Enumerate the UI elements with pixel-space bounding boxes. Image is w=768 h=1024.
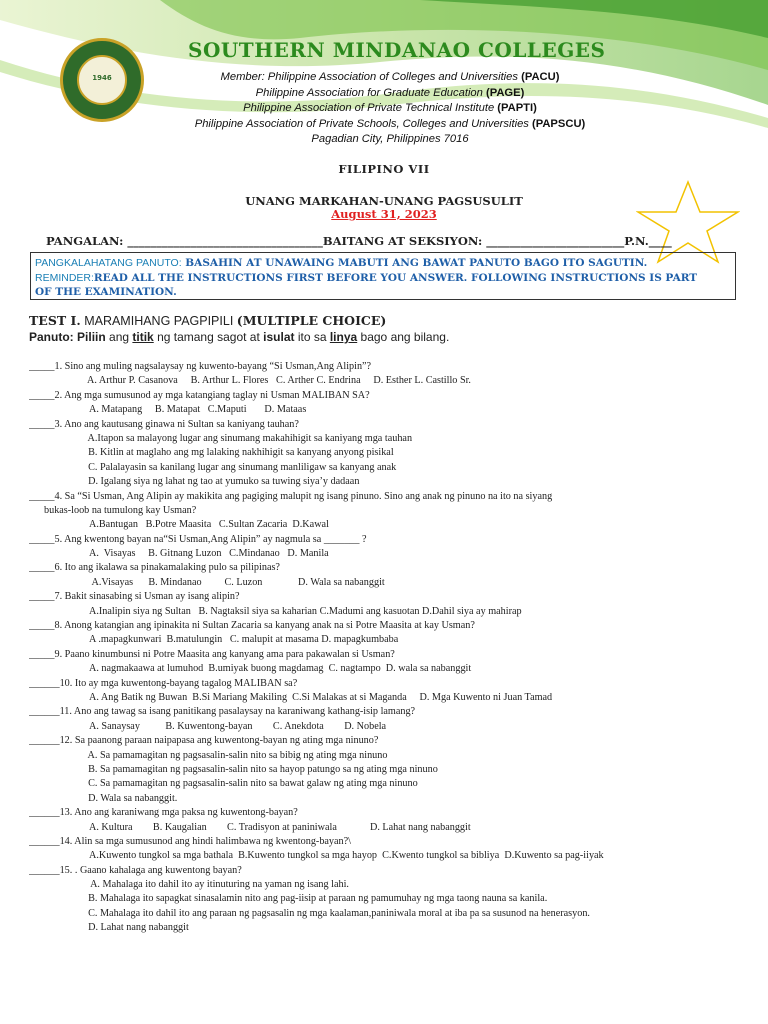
answer-choices: A.Bantugan B.Potre Maasita C.Sultan Zacaria D.Kawal xyxy=(87,519,329,531)
answer-choices: B. Kitlin at maglaho ang mg lalaking nakhihigit sa kanyang anyong pisikal xyxy=(83,447,394,459)
answer-choices: A. Visayas B. Gitnang Luzon C.Mindanao D. Manila xyxy=(87,548,329,560)
college-address: Pagadian City, Philippines 7016 xyxy=(311,133,469,146)
seal-year: 1946 xyxy=(92,74,112,82)
membership-block xyxy=(150,70,630,148)
answer-choices: bukas-loob na tumulong kay Usman? xyxy=(44,504,197,516)
answer-choices: A. Kultura B. Kaugalian C. Tradisyon at paniniwala D. Lahat nang nabanggit xyxy=(87,821,471,833)
answer-choices: A. Sanaysay B. Kuwentong-bayan C. Anekdota D. Nobela xyxy=(87,720,387,732)
answer-choices: D. Igalang siya ng lahat ng tao at yumuko sa tuwing siya’y dadaan xyxy=(83,476,360,488)
instructions-line-1: PANGKALAHATANG PANUTO: BASAHIN AT UNAWAING MABUTI ANG BAWAT PANUTO BAGO ITO SAGUTIN. xyxy=(35,257,648,269)
answer-choices: A.Visayas B. Mindanao C. Luzon D. Wala sa nabanggit xyxy=(87,576,385,588)
exam-title: UNANG MARKAHAN-UNANG PAGSUSULIT xyxy=(245,194,523,208)
answer-choices: C. Sa pamamagitan ng pagsasalin-salin nito sa bawat galaw ng ating mga ninuno xyxy=(83,778,418,790)
answer-choices: A. Matapang B. Matapat C.Maputi D. Mataas xyxy=(87,404,307,416)
college-name: SOUTHERN MINDANAO COLLEGES xyxy=(188,38,606,62)
question-item[interactable]: _____8. Anong katangian ang ipinakita ni Sultan Zacaria sa kanyang anak na si Potre Maasita at kay Usman? xyxy=(29,620,475,632)
question-item[interactable]: ______14. Alin sa mga sumusunod ang hindi halimbawa ng kwentong-bayan?\ xyxy=(29,835,351,847)
question-item[interactable]: ______13. Ano ang karaniwang mga paksa ng kuwentong-bayan? xyxy=(29,807,298,819)
name-grade-section-line[interactable]: PANGALAN: __________________________________BAITANG AT SEKSIYON: ________________________P.N.____ xyxy=(46,234,672,248)
question-item[interactable]: _____5. Ang kwentong bayan na“Si Usman,Ang Alipin” ay nagmula sa _______ ? xyxy=(29,533,367,545)
answer-choices: D. Wala sa nabanggit. xyxy=(83,792,178,804)
test-directions: Panuto: Piliin ang titik ng tamang sagot at isulat ito sa linya bago ang bilang. xyxy=(29,330,450,344)
member-line-2: Philippine Association for Graduate Education (PAGE) xyxy=(255,86,525,99)
answer-choices: A. Arthur P. Casanova B. Arthur L. Flores C. Arther C. Endrina D. Esther L. Castillo Sr. xyxy=(87,375,471,387)
seal-center xyxy=(77,55,127,105)
subject-title: FILIPINO VII xyxy=(338,162,430,176)
college-seal-logo xyxy=(60,38,144,122)
exam-date: August 31, 2023 xyxy=(331,207,437,221)
member-line-4: Philippine Association of Private Schools, Colleges and Universities (PAPSCU) xyxy=(194,117,586,130)
question-item[interactable]: _____2. Ang mga sumusunod ay mga katangiang taglay ni Usman MALIBAN SA? xyxy=(29,389,370,401)
question-item[interactable]: _____4. Sa “Si Usman, Ang Alipin ay makikita ang pagiging malupit ng isang pinuno. Sino ang anak ng pinuno na ito na siyang xyxy=(29,490,553,502)
answer-choices: A.Itapon sa malayong lugar ang sinumang makahihigit sa kaniyang mga tauhan xyxy=(83,432,413,444)
answer-choices: D. Lahat nang nabanggit xyxy=(83,922,189,934)
answer-choices: A. Sa pamamagitan ng pagsasalin-salin nito sa bibig ng ating mga ninuno xyxy=(83,749,388,761)
question-item[interactable]: ______11. Ano ang tawag sa isang panitikang pasalaysay na karaniwang kathang-isip lamang? xyxy=(29,706,416,718)
question-item[interactable]: _____7. Bakit sinasabing si Usman ay isang alipin? xyxy=(29,591,240,603)
answer-choices: B. Mahalaga ito sapagkat sinasalamin nito ang pag-iisip at paraan ng pamumuhay ng mga taong nauna sa kanila. xyxy=(83,893,548,905)
answer-choices: A.Kuwento tungkol sa mga bathala B.Kuwento tungkol sa mga hayop C.Kwento tungkol sa bibliya D.Kuwento sa pag-iiyak xyxy=(87,850,604,862)
question-item[interactable]: _____1. Sino ang muling nagsalaysay ng kuwento-bayang “Si Usman,Ang Alipin”? xyxy=(29,361,372,372)
question-item[interactable]: ______12. Sa paanong paraan naipapasa ang kuwentong-bayan ng ating mga ninuno? xyxy=(29,735,379,747)
answer-choices: A. Ang Batik ng Buwan B.Si Mariang Makiling C.Si Malakas at si Maganda D. Mga Kuwento ni Juan Tamad xyxy=(87,691,553,703)
test-heading: TEST I. MARAMIHANG PAGPIPILI (MULTIPLE CHOICE) xyxy=(29,313,387,328)
instructions-line-3: OF THE EXAMINATION. xyxy=(35,286,177,298)
answer-choices: A. Mahalaga ito dahil ito ay itinuturing na yaman ng isang lahi. xyxy=(83,879,349,891)
instructions-line-2: REMINDER:READ ALL THE INSTRUCTIONS FIRST BEFORE YOU ANSWER. FOLLOWING INSTRUCTIONS IS PART xyxy=(35,271,698,284)
question-item[interactable]: ______15. . Gaano kahalaga ang kuwentong bayan? xyxy=(29,864,242,876)
answer-choices: C. Mahalaga ito dahil ito ang paraan ng pagsasalin ng mga kaalaman,paniniwala moral at iba pa sa susunod na henerasyon. xyxy=(83,907,590,919)
member-line-1: Member: Philippine Association of Colleges and Universities (PACU) xyxy=(220,71,560,83)
question-item[interactable]: _____3. Ano ang kautusang ginawa ni Sultan sa kaniyang tauhan? xyxy=(29,418,299,430)
question-item[interactable]: _____6. Ito ang ikalawa sa pinakamalaking pulo sa pilipinas? xyxy=(29,562,280,574)
question-item[interactable]: ______10. Ito ay mga kuwentong-bayang tagalog MALIBAN sa? xyxy=(29,677,298,689)
member-line-3: Philippine Association of Private Technical Institute (PAPTI) xyxy=(243,102,537,115)
general-instructions-box xyxy=(30,252,736,300)
answer-choices: A. nagmakaawa at lumuhod B.umiyak buong magdamag C. nagtampo D. wala sa nabanggit xyxy=(87,663,472,675)
question-item[interactable]: _____9. Paano kinumbunsi ni Potre Maasita ang kanyang ama para pakawalan si Usman? xyxy=(29,648,395,660)
answer-choices: A.Inalipin siya ng Sultan B. Nagtaksil siya sa kaharian C.Madumi ang kasuotan D.Dahil siya ay mahirap xyxy=(87,605,522,617)
answer-choices: A .mapagkunwari B.matulungin C. malupit at masama D. mapagkumbaba xyxy=(87,634,399,646)
answer-choices: B. Sa pamamagitan ng pagsasalin-salin nito sa hayop patungo sa ng ating mga ninuno xyxy=(83,763,438,775)
question-list xyxy=(29,360,749,936)
answer-choices: C. Palalayasin sa kanilang lugar ang sinumang manliligaw sa kanyang anak xyxy=(83,461,397,473)
